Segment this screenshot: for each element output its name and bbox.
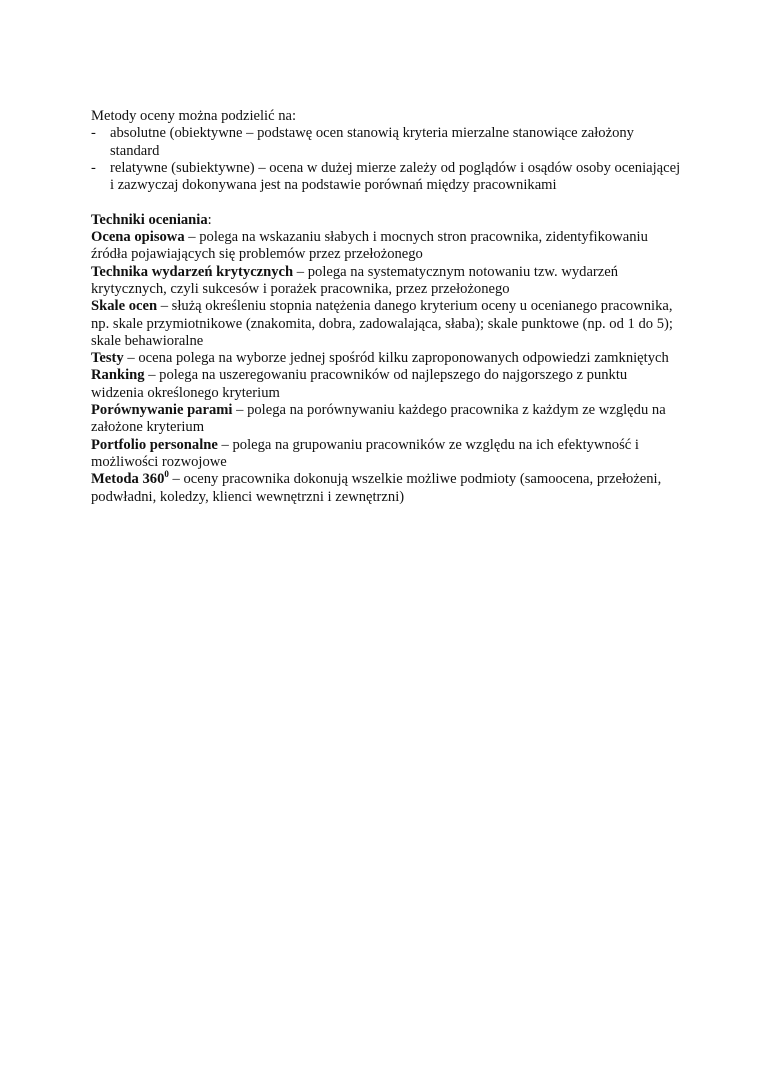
technique-desc: – polega na uszeregowaniu pracowników od najlepszego do najgorszego z punktu widzenia określonego kryterium xyxy=(91,367,628,401)
degree-superscript: 0 xyxy=(164,469,169,480)
technique-360-method xyxy=(91,471,681,506)
method-text: absolutne (obiektywne – podstawę ocen stanowią kryteria mierzalne stanowiące założony standard xyxy=(110,125,634,159)
techniques-heading xyxy=(91,212,681,229)
techniques-heading-colon: : xyxy=(207,211,212,228)
technique-desc: – służą określeniu stopnia natężenia danego kryterium oceny u ocenianego pracownika, np. skale przymiotnikowe (znakomita, dobra, zadowalająca, słaba); skale punktowe (np. od 1 do 5); skale behawioralne xyxy=(91,298,673,349)
technique-desc: – polega na wskazaniu słabych i mocnych stron pracownika, zidentyfikowaniu źródła pojawiających się problemów przez przełożonego xyxy=(91,229,648,263)
technique-desc: – oceny pracownika dokonują wszelkie możliwe podmioty (samoocena, przełożeni, podwładni, koledzy, klienci wewnętrzni i zewnętrzni) xyxy=(91,471,662,505)
technique-ranking xyxy=(91,367,681,402)
list-item-relative xyxy=(91,160,681,195)
blank-line xyxy=(91,194,681,211)
document-body xyxy=(91,108,681,506)
technique-desc: – polega na systematycznym notowaniu tzw. wydarzeń krytycznych, czyli sukcesów i porażek pracownika, przez przełożonego xyxy=(91,263,619,297)
technique-descriptive xyxy=(91,229,681,264)
technique-term: Porównywanie parami xyxy=(91,402,233,419)
technique-term: Ocena opisowa xyxy=(91,229,185,246)
dash-bullet: - xyxy=(91,125,96,142)
technique-rating-scales xyxy=(91,298,681,350)
technique-desc: – polega na grupowaniu pracowników ze względu na ich efektywność i możliwości rozwojowe xyxy=(91,436,639,470)
techniques-heading-label: Techniki oceniania xyxy=(91,211,208,228)
method-text: relatywne (subiektywne) – ocena w dużej mierze zależy od poglądów i osądów osoby oceniającej i zazwyczaj dokonywana jest na podstawie porównań między pracownikami xyxy=(110,159,681,194)
list-item-absolute xyxy=(91,125,681,160)
technique-term: Testy xyxy=(91,350,124,367)
technique-term: Metoda 360 xyxy=(91,471,165,488)
technique-desc: – polega na porównywaniu każdego pracownika z każdym ze względu na założone kryterium xyxy=(91,402,666,436)
intro-text: Metody oceny można podzielić na: xyxy=(91,108,297,124)
technique-tests xyxy=(91,350,681,367)
technique-term: Technika wydarzeń krytycznych xyxy=(91,263,294,280)
technique-paired-comparison xyxy=(91,402,681,437)
dash-bullet: - xyxy=(91,159,96,176)
technique-term: Ranking xyxy=(91,367,145,384)
technique-term: Portfolio personalne xyxy=(91,436,218,453)
technique-term: Skale ocen xyxy=(91,298,158,315)
technique-personal-portfolio xyxy=(91,437,681,472)
assessment-methods-list xyxy=(91,125,681,194)
technique-critical-incidents xyxy=(91,264,681,299)
technique-desc: – ocena polega na wyborze jednej spośród kilku zaproponowanych odpowiedzi zamkniętych xyxy=(123,350,669,367)
